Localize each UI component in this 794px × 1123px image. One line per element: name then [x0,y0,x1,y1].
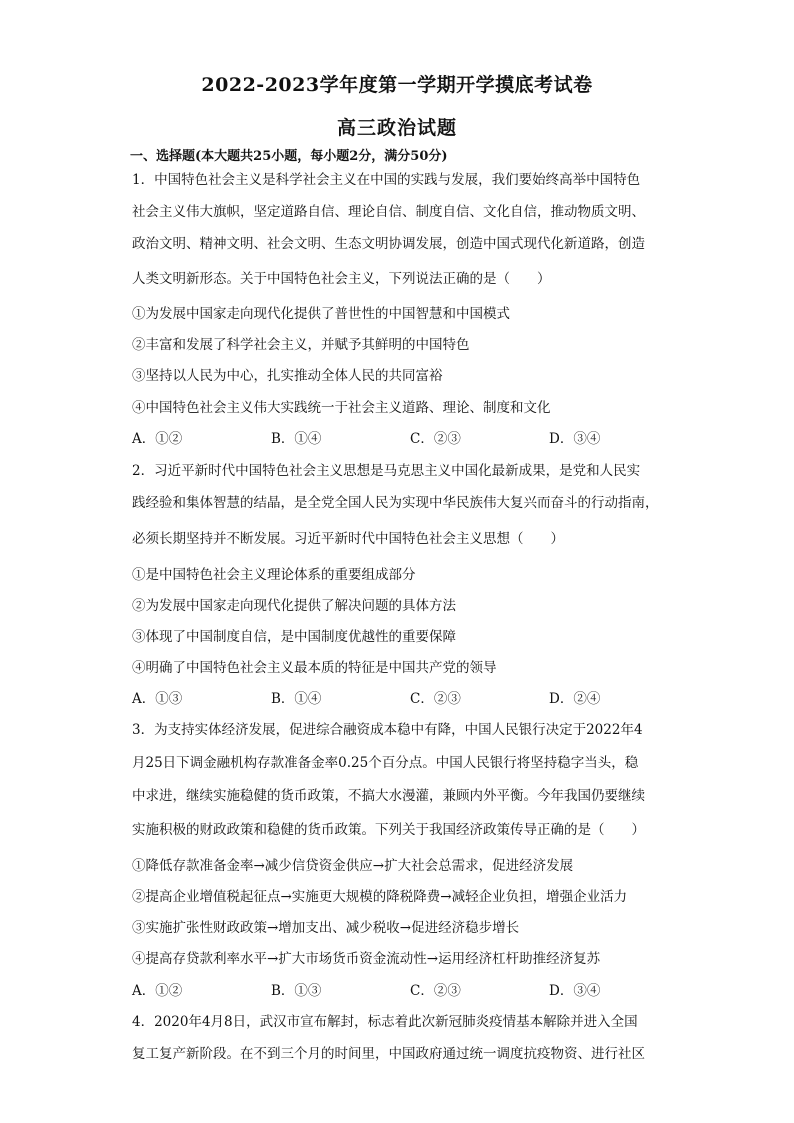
q3-stem-line: 中求进，继续实施稳健的货币政策，不搞大水漫灌，兼顾内外平衡。今年我国仍要继续 [132,788,645,804]
q1-option: ①为发展中国家走向现代化提供了普世性的中国智慧和中国模式 [132,306,510,322]
q1-choice-c: C．②③ [410,431,461,447]
q2-option: ①是中国特色社会主义理论体系的重要组成部分 [132,567,416,583]
q2-stem-line: 践经验和集体智慧的结晶，是全党全国人民为实现中华民族伟大复兴而奋斗的行动指南， [132,495,659,511]
q1-option: ②丰富和发展了科学社会主义，并赋予其鲜明的中国特色 [132,337,470,353]
q3-option: ④提高存贷款利率水平→扩大市场货币资金流动性→运用经济杠杆助推经济复苏 [132,951,601,967]
q1-choice-a: A．①② [132,431,183,447]
q1-option: ③坚持以人民为中心，扎实推动全体人民的共同富裕 [132,368,443,384]
q1-answer-choices [132,430,672,448]
q3-option: ②提高企业增值税起征点→实施更大规模的降税降费→减轻企业负担，增强企业活力 [132,889,628,905]
q1-stem-line: 人类文明新形态。关于中国特色社会主义，下列说法正确的是（ ） [132,271,551,287]
q1-choice-d: D．③④ [549,431,601,447]
q2-stem-line: 必须长期坚持并不断发展。习近平新时代中国特色社会主义思想（ ） [132,531,564,547]
section-header: 一、选择题(本大题共25小题，每小题2分，满分50分) [130,149,448,164]
q4-stem-line: 复工复产新阶段。在不到三个月的时间里，中国政府通过统一调度抗疫物资、进行社区 [132,1046,645,1062]
q2-choice-a: A．①③ [132,691,183,707]
q2-choice-b: B．①④ [271,691,322,707]
q3-choice-a: A．①② [132,983,183,999]
q1-option: ④中国特色社会主义伟大实践统一于社会主义道路、理论、制度和文化 [132,400,551,416]
q3-stem-line: 实施积极的财政政策和稳健的货币政策。下列关于我国经济政策传导正确的是（ ） [132,822,645,838]
q3-choice-b: B．①③ [271,983,322,999]
q2-choice-c: C．②③ [410,691,461,707]
q3-option: ③实施扩张性财政政策→增加支出、减少税收→促进经济稳步增长 [132,920,520,936]
q2-stem-line: 2．习近平新时代中国特色社会主义思想是马克思主义中国化最新成果，是党和人民实 [132,463,641,479]
exam-subtitle: 高三政治试题 [336,117,457,139]
q3-stem-line: 3．为支持实体经济发展，促进综合融资成本稳中有降，中国人民银行决定于2022年4 [132,722,643,738]
q2-option: ④明确了中国特色社会主义最本质的特征是中国共产党的领导 [132,660,497,676]
q3-choice-c: C．②③ [410,983,461,999]
q3-answer-choices [132,982,672,1000]
q1-choice-b: B．①④ [271,431,322,447]
exam-title: 2022-2023学年度第一学期开学摸底考试卷 [201,74,593,96]
q2-choice-d: D．②④ [549,691,601,707]
q3-option: ①降低存款准备金率→减少信贷资金供应→扩大社会总需求，促进经济发展 [132,858,574,874]
q4-stem-line: 4．2020年4月8日，武汉市宣布解封，标志着此次新冠肺炎疫情基本解除并进入全国 [132,1014,638,1030]
q1-stem-line: 1．中国特色社会主义是科学社会主义在中国的实践与发展，我们要始终高举中国特色 [132,172,641,188]
q1-stem-line: 社会主义伟大旗帜，坚定道路自信、理论自信、制度自信、文化自信，推动物质文明、 [132,204,645,220]
q2-answer-choices [132,690,672,708]
q1-stem-line: 政治文明、精神文明、社会文明、生态文明协调发展，创造中国式现代化新道路，创造 [132,236,645,252]
q3-stem-line: 月25日下调金融机构存款准备金率0.25个百分点。中国人民银行将坚持稳字当头，稳 [132,755,639,771]
q3-choice-d: D．③④ [549,983,601,999]
q2-option: ②为发展中国家走向现代化提供了解决问题的具体方法 [132,598,456,614]
q2-option: ③体现了中国制度自信，是中国制度优越性的重要保障 [132,629,456,645]
